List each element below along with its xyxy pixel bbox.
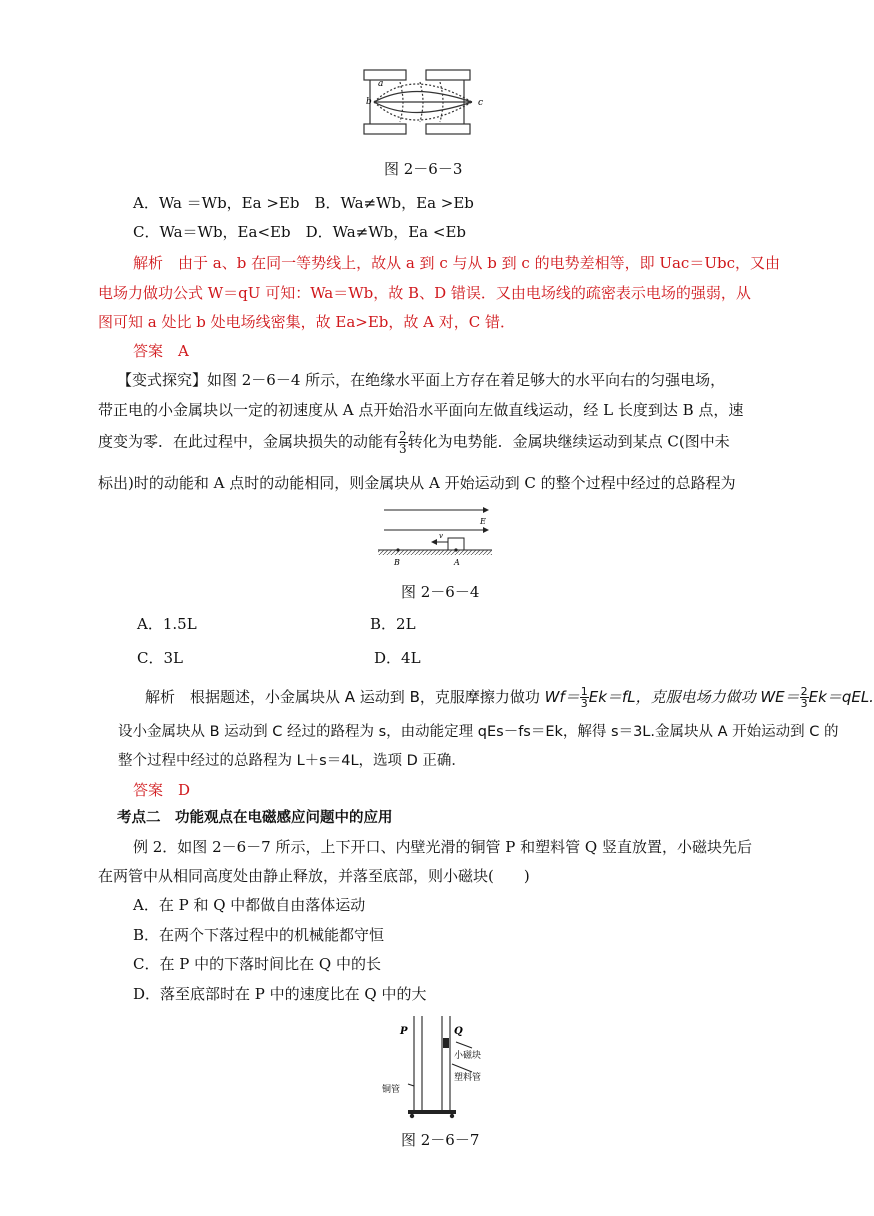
q2-analysis-line1-a: 解析 根据题述，小金属块从 A 运动到 B，克服摩擦力做功 (145, 688, 545, 706)
label-plastic: 塑料管 (454, 1073, 482, 1083)
figure-caption-267: 图 2－6－7 (401, 1131, 480, 1149)
variant-line2: 带正电的小金属块以一定的初速度从 A 点开始沿水平面向左做直线运动，经 L 长度到达 B 点，速 (98, 401, 744, 419)
q2-option-b: B．2L (370, 615, 416, 633)
label-A: A (454, 558, 460, 567)
example2-option-c: C．在 P 中的下落时间比在 Q 中的长 (133, 955, 381, 973)
fraction-2-3b: $\frac{2}{3}$ (800, 685, 808, 710)
figure-2-6-3 (360, 68, 500, 144)
we-tail: Ek＝qEL. (808, 688, 874, 706)
label-b: b (366, 97, 372, 107)
example2-option-b: B．在两个下落过程中的机械能都守恒 (133, 926, 385, 944)
q2-analysis-line3: 整个过程中经过的总路程为 L＋s＝4L，选项 D 正确． (118, 753, 466, 769)
label-v: v (439, 532, 443, 540)
example2-line2: 在两管中从相同高度处由静止释放，并落至底部，则小磁块( ) (98, 867, 530, 885)
q1-analysis-line3: 图可知 a 处比 b 处电场线密集，故 Ea>Eb，故 A 对，C 错． (98, 313, 516, 331)
variant-line3-a: 度变为零．在此过程中，金属块损失的动能有 (98, 432, 399, 451)
q2-option-c: C．3L (137, 649, 183, 667)
wf-label: Wf＝ (544, 688, 580, 706)
fraction-1-3: $\frac{1}{3}$ (580, 685, 588, 710)
variant-line4: 标出)时的动能和 A 点时的动能相同，则金属块从 A 开始运动到 C 的整个过程中经过的总路程为 (98, 474, 736, 492)
wf-tail: Ek＝fL，克服电场力做功 (588, 688, 761, 706)
label-copper: 铜管 (382, 1085, 401, 1095)
we-label: WE＝ (760, 688, 800, 706)
q1-analysis-line1: 解析 由于 a、b 在同一等势线上，故从 a 到 c 与从 b 到 c 的电势差相等，即 Uac＝Ubc，又由 (133, 254, 780, 272)
variant-line3-b: 转化为电势能．金属块继续运动到某点 C(图中未 (407, 432, 730, 451)
label-Q: Q (454, 1026, 463, 1037)
q2-analysis-line2: 设小金属块从 B 运动到 C 经过的路程为 s，由动能定理 qEs－fs＝Ek，解得 s＝3L.金属块从 A 开始运动到 C 的 (118, 724, 839, 740)
label-magnet: 小磁块 (454, 1051, 482, 1061)
example2-option-a: A．在 P 和 Q 中都做自由落体运动 (133, 896, 366, 914)
q1-answer: 答案 A (133, 342, 189, 360)
variant-line1: 【变式探究】如图 2－6－4 所示，在绝缘水平面上方存在着足够大的水平向右的匀强电场， (117, 371, 726, 389)
figure-caption-264: 图 2－6－4 (401, 583, 480, 601)
label-P: P (400, 1026, 408, 1037)
q1-options-row2: C．Wa＝Wb，Ea<Eb D．Wa≠Wb，Ea <Eb (133, 223, 467, 241)
label-a: a (378, 79, 384, 89)
label-B: B (394, 558, 400, 567)
q1-analysis-line2: 电场力做功公式 W＝qU 可知：Wa＝Wb，故 B、D 错误．又由电场线的疏密表示电场的强弱，从 (98, 284, 751, 302)
q2-answer: 答案 D (133, 781, 191, 799)
q2-option-d: D．4L (374, 649, 421, 667)
figure-caption-263: 图 2－6－3 (384, 160, 463, 178)
figure-2-6-7 (380, 1012, 498, 1120)
example2-option-d: D．落至底部时在 P 中的速度比在 Q 中的大 (133, 985, 427, 1003)
label-c: c (478, 98, 484, 108)
label-E: E (480, 517, 486, 526)
variant-line3 (98, 430, 730, 455)
figure-2-6-4 (376, 502, 494, 570)
example2-line1: 例 2．如图 2－6－7 所示，上下开口、内壁光滑的铜管 P 和塑料管 Q 竖直放置，小磁块先后 (133, 838, 752, 856)
q2-analysis-line1 (145, 686, 874, 709)
q1-options-row1: A．Wa ＝Wb，Ea >Eb B．Wa≠Wb，Ea >Eb (133, 194, 474, 212)
section-title: 考点二 功能观点在电磁感应问题中的应用 (117, 810, 393, 826)
q2-option-a: A．1.5L (137, 615, 197, 633)
fraction-2-3: $\frac{2}{3}$ (399, 429, 407, 456)
